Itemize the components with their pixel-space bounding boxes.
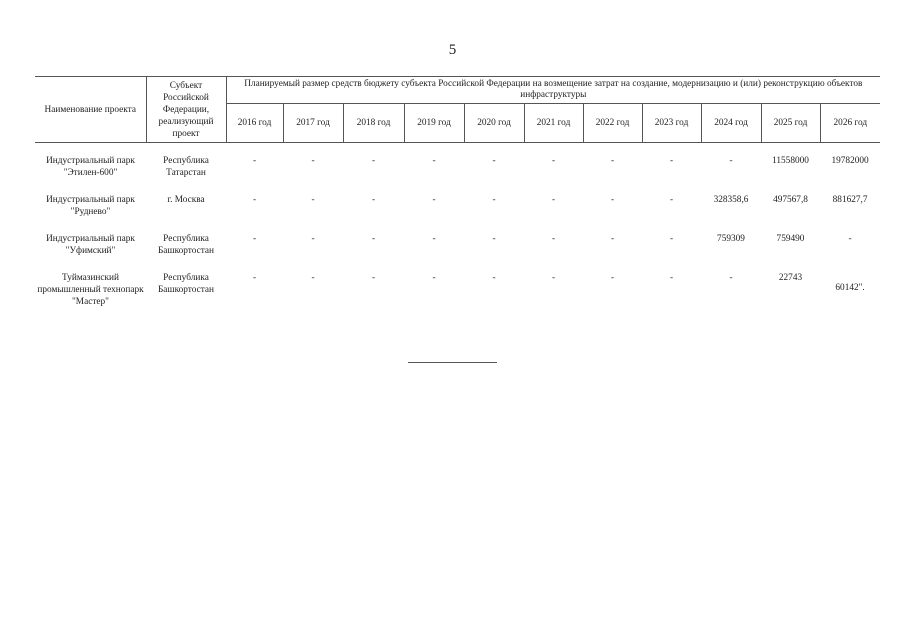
project-name: Индустриальный парк "Этилен-600" bbox=[46, 156, 135, 178]
header-year: 2025 год bbox=[761, 104, 820, 143]
table-cell: - bbox=[432, 156, 436, 166]
header-year: 2018 год bbox=[343, 104, 404, 143]
header-year: 2017 год bbox=[283, 104, 343, 143]
table-cell: - bbox=[610, 234, 615, 244]
table-cell: - bbox=[371, 273, 376, 283]
page-number: 5 bbox=[448, 42, 457, 58]
table-row bbox=[35, 194, 880, 233]
header-project-name: Наименование проекта bbox=[35, 77, 146, 143]
table-cell: - bbox=[432, 273, 436, 283]
header-year: 2019 год bbox=[404, 104, 464, 143]
table-cell: - bbox=[252, 156, 257, 166]
table-cell: - bbox=[371, 234, 376, 244]
table-cell: - bbox=[551, 273, 556, 283]
table-cell: 328358,6 bbox=[713, 195, 749, 205]
project-name: Индустриальный парк "Уфимский" bbox=[46, 234, 135, 256]
table-cell: 11558000 bbox=[772, 156, 809, 166]
table-cell: 19782000 bbox=[831, 156, 869, 166]
table-cell: - bbox=[492, 195, 496, 205]
header-year: 2021 год bbox=[524, 104, 583, 143]
header-year: 2023 год bbox=[642, 104, 701, 143]
table-row bbox=[35, 155, 880, 194]
table-cell: - bbox=[311, 195, 315, 205]
table-cell: - bbox=[492, 156, 496, 166]
table-cell: - bbox=[252, 273, 257, 283]
table-cell: - bbox=[311, 234, 315, 244]
table-cell: - bbox=[551, 195, 556, 205]
project-subject: Республика Татарстан bbox=[163, 156, 209, 178]
header-year: 2020 год bbox=[464, 104, 524, 143]
end-divider bbox=[408, 362, 497, 363]
project-subject: Республика Башкортостан bbox=[157, 273, 215, 295]
table-cell bbox=[820, 272, 880, 311]
table-row bbox=[35, 272, 880, 311]
table-row bbox=[35, 233, 880, 272]
table-cell: - bbox=[252, 234, 257, 244]
project-name: Туймазинский промышленный технопарк "Мастер" bbox=[37, 273, 144, 307]
table-cell: - bbox=[311, 156, 315, 166]
table-cell: - bbox=[371, 156, 376, 166]
table-cell: - bbox=[669, 273, 674, 283]
table-cell: - bbox=[729, 273, 733, 283]
table-cell: - bbox=[492, 234, 496, 244]
table-cell: 759309 bbox=[717, 234, 745, 244]
table-cell: - bbox=[610, 156, 615, 166]
table-cell: - bbox=[432, 195, 436, 205]
table-cell: 881627,7 bbox=[832, 195, 868, 205]
table-cell: - bbox=[669, 195, 674, 205]
project-subject: г. Москва bbox=[167, 195, 205, 205]
table-cell: - bbox=[551, 156, 556, 166]
table-cell: - bbox=[610, 195, 615, 205]
table-cell: - bbox=[669, 234, 674, 244]
table-cell: 22743 bbox=[778, 273, 803, 283]
last-cell-value: 60142". bbox=[835, 283, 865, 293]
table-cell: - bbox=[252, 195, 257, 205]
table-cell: - bbox=[848, 234, 852, 244]
budget-table bbox=[35, 76, 880, 311]
table-cell: - bbox=[311, 273, 315, 283]
header-year: 2022 год bbox=[583, 104, 642, 143]
header-planned-funds: Планируемый размер средств бюджету субъекта Российской Федерации на возмещение затрат на создание, модернизацию и (или) реконструкцию объектов инфраструктуры bbox=[226, 77, 880, 104]
table-cell: - bbox=[371, 195, 376, 205]
table-cell: - bbox=[492, 273, 496, 283]
header-subject: Субъект Российской Федерации, реализующий проект bbox=[146, 77, 226, 143]
header-year: 2024 год bbox=[701, 104, 761, 143]
table-cell: 759490 bbox=[776, 234, 805, 244]
table-cell: - bbox=[432, 234, 436, 244]
project-name: Индустриальный парк "Руднево" bbox=[46, 195, 135, 217]
table-cell: - bbox=[669, 156, 674, 166]
header-year: 2026 год bbox=[820, 104, 880, 143]
table-cell: - bbox=[729, 156, 733, 166]
table-cell: - bbox=[610, 273, 615, 283]
table-cell: 497567,8 bbox=[773, 195, 808, 205]
project-subject: Республика Башкортостан bbox=[157, 234, 215, 256]
header-year: 2016 год bbox=[226, 104, 283, 143]
table-cell: - bbox=[551, 234, 556, 244]
